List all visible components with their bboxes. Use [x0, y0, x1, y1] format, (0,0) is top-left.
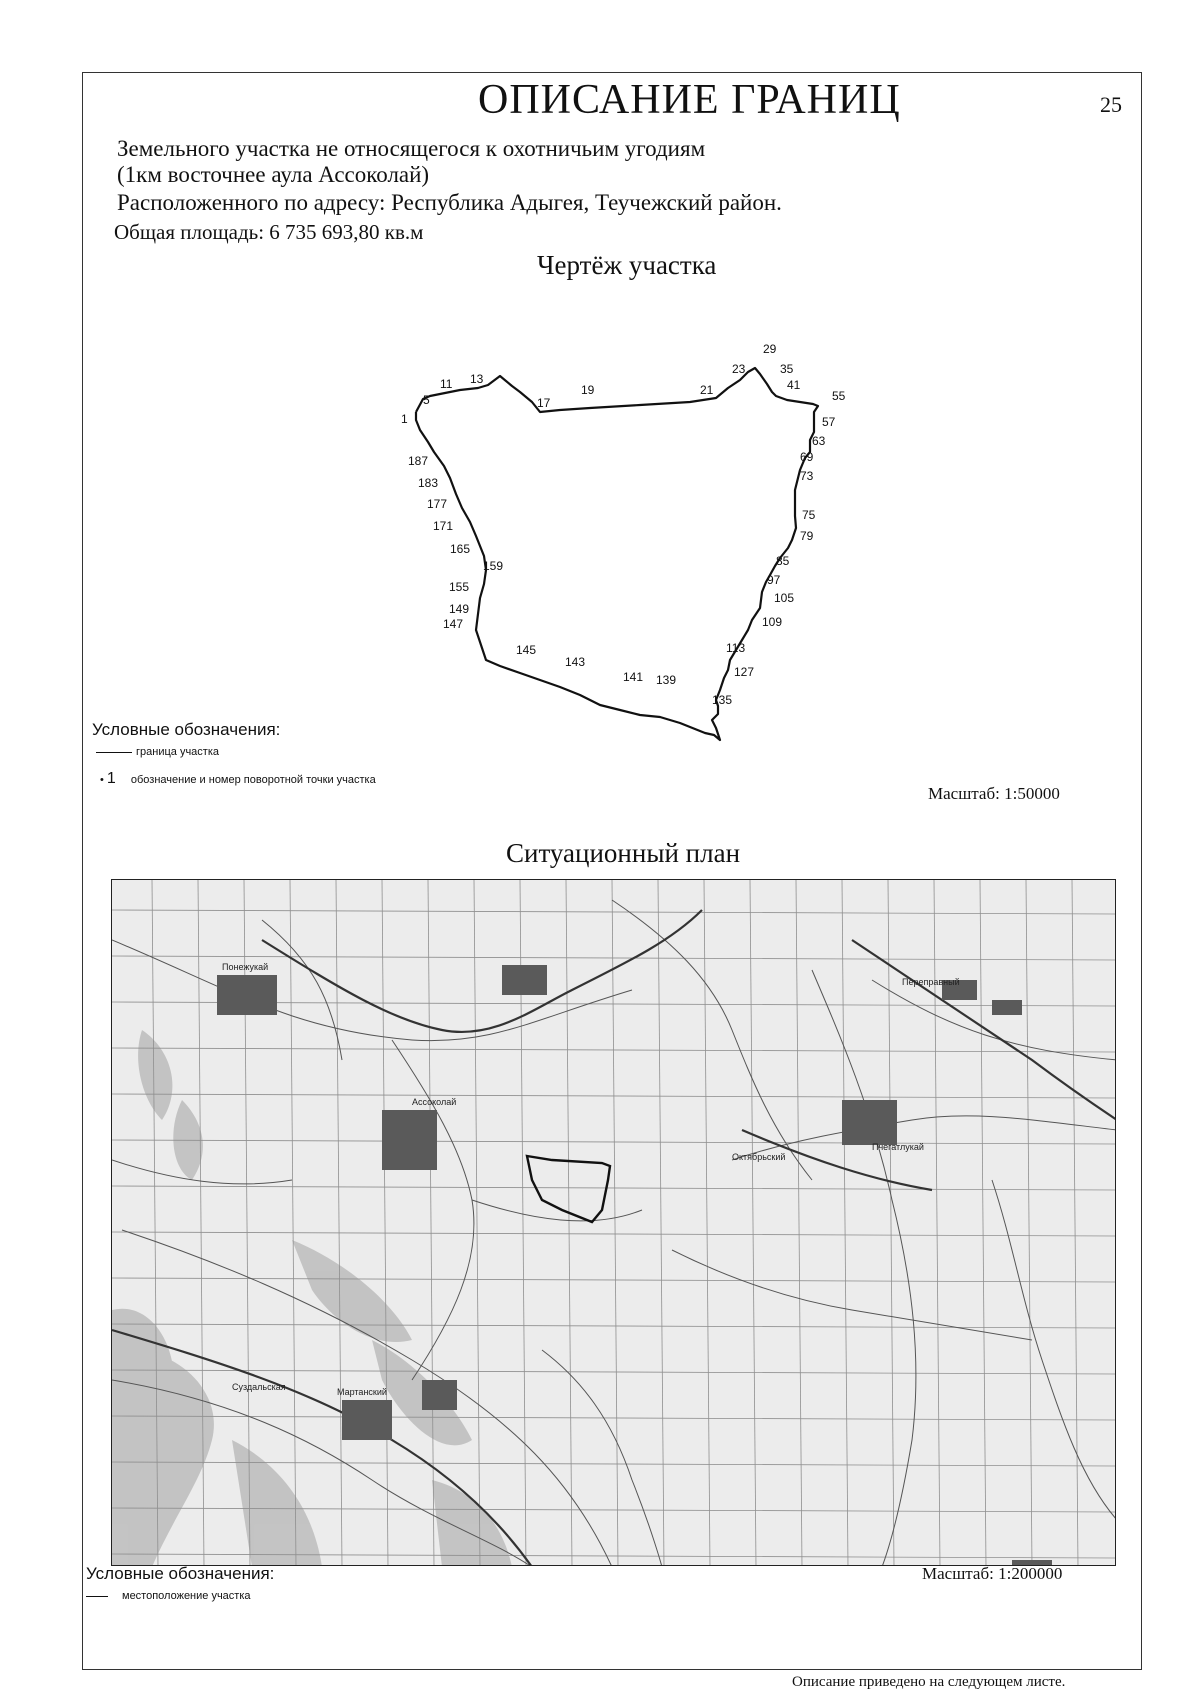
point-label-85: 85: [776, 554, 790, 568]
map-label-assokolay: Ассоколай: [412, 1097, 457, 1107]
point-label-19: 19: [581, 383, 595, 397]
point-label-127: 127: [734, 665, 755, 679]
point-label-155: 155: [449, 580, 470, 594]
point-label-75: 75: [802, 508, 816, 522]
point-label-165: 165: [450, 542, 471, 556]
point-label-41: 41: [787, 378, 801, 392]
plot-scale: Масштаб: 1:50000: [928, 784, 1060, 803]
map-label-oktyabrsky: Октябрьский: [732, 1152, 786, 1162]
plot-legend-title: Условные обозначения:: [92, 720, 281, 739]
point-label-63: 63: [812, 434, 826, 448]
map-label-martansky: Мартанский: [337, 1387, 387, 1397]
point-symbol-number: 1: [106, 770, 116, 787]
point-label-1: 1: [401, 412, 408, 426]
point-label-143: 143: [565, 655, 586, 669]
point-label-35: 35: [780, 362, 794, 376]
point-label-149: 149: [449, 602, 470, 616]
map-legend-title: Условные обозначения:: [86, 1564, 275, 1583]
point-label-97: 97: [767, 573, 781, 587]
point-label-5: 5: [423, 393, 430, 407]
point-dot-icon: •: [100, 774, 104, 786]
point-label-177: 177: [427, 497, 448, 511]
point-label-105: 105: [774, 591, 795, 605]
point-label-29: 29: [763, 342, 777, 356]
map-legend-location-text: местоположение участка: [122, 1590, 251, 1602]
plot-legend-boundary-text: граница участка: [136, 746, 219, 758]
point-label-11: 11: [440, 377, 453, 391]
map-scale: Масштаб: 1:200000: [922, 1564, 1063, 1583]
point-label-79: 79: [800, 529, 814, 543]
description-line-2: (1км восточнее аула Ассоколай): [117, 162, 430, 187]
point-label-109: 109: [762, 615, 783, 629]
map-label-pchegatlukay: Пчегатлукай: [872, 1142, 924, 1152]
description-area: Общая площадь: 6 735 693,80 кв.м: [114, 220, 424, 244]
map-label-suzdalskaya: Суздальская: [232, 1382, 286, 1392]
boundary-line-symbol: [96, 752, 132, 753]
situational-map: [111, 879, 1116, 1566]
plot-legend-point: [100, 770, 376, 788]
point-label-17: 17: [537, 396, 551, 410]
point-label-57: 57: [822, 415, 836, 429]
plot-drawing-title: Чертёж участка: [537, 250, 717, 280]
point-label-69: 69: [800, 450, 814, 464]
map-label-ponezhukay: Понежукай: [222, 962, 269, 972]
point-label-113: 113: [726, 641, 746, 655]
point-label-73: 73: [800, 469, 814, 483]
map-label-perepravny: Переправный: [902, 977, 960, 987]
footer-note: Описание приведено на следующем листе.: [792, 1674, 1066, 1690]
location-line-symbol: [86, 1596, 108, 1597]
point-label-159: 159: [483, 559, 504, 573]
map-legend-location: [86, 1590, 251, 1602]
description-line-1: Земельного участка не относящегося к охотничьим угодиям: [117, 136, 706, 161]
point-label-187: 187: [408, 454, 429, 468]
point-label-55: 55: [832, 389, 846, 403]
point-label-141: 141: [623, 670, 644, 684]
point-label-139: 139: [656, 673, 677, 687]
point-label-145: 145: [516, 643, 537, 657]
point-label-13: 13: [470, 372, 484, 386]
point-label-147: 147: [443, 617, 464, 631]
point-label-171: 171: [433, 519, 454, 533]
point-label-183: 183: [418, 476, 439, 490]
situational-plan-title: Ситуационный план: [506, 838, 741, 868]
point-label-23: 23: [732, 362, 746, 376]
plot-legend-point-text: обозначение и номер поворотной точки участка: [130, 774, 376, 786]
topographic-map: [112, 880, 1116, 1566]
description-address: Расположенного по адресу: Республика Адыгея, Теучежский район.: [117, 190, 782, 215]
document-title: ОПИСАНИЕ ГРАНИЦ: [478, 77, 901, 123]
point-label-135: 135: [712, 693, 733, 707]
point-label-21: 21: [700, 383, 714, 397]
page-number: 25: [1100, 92, 1122, 117]
plot-legend-boundary: [96, 746, 219, 758]
